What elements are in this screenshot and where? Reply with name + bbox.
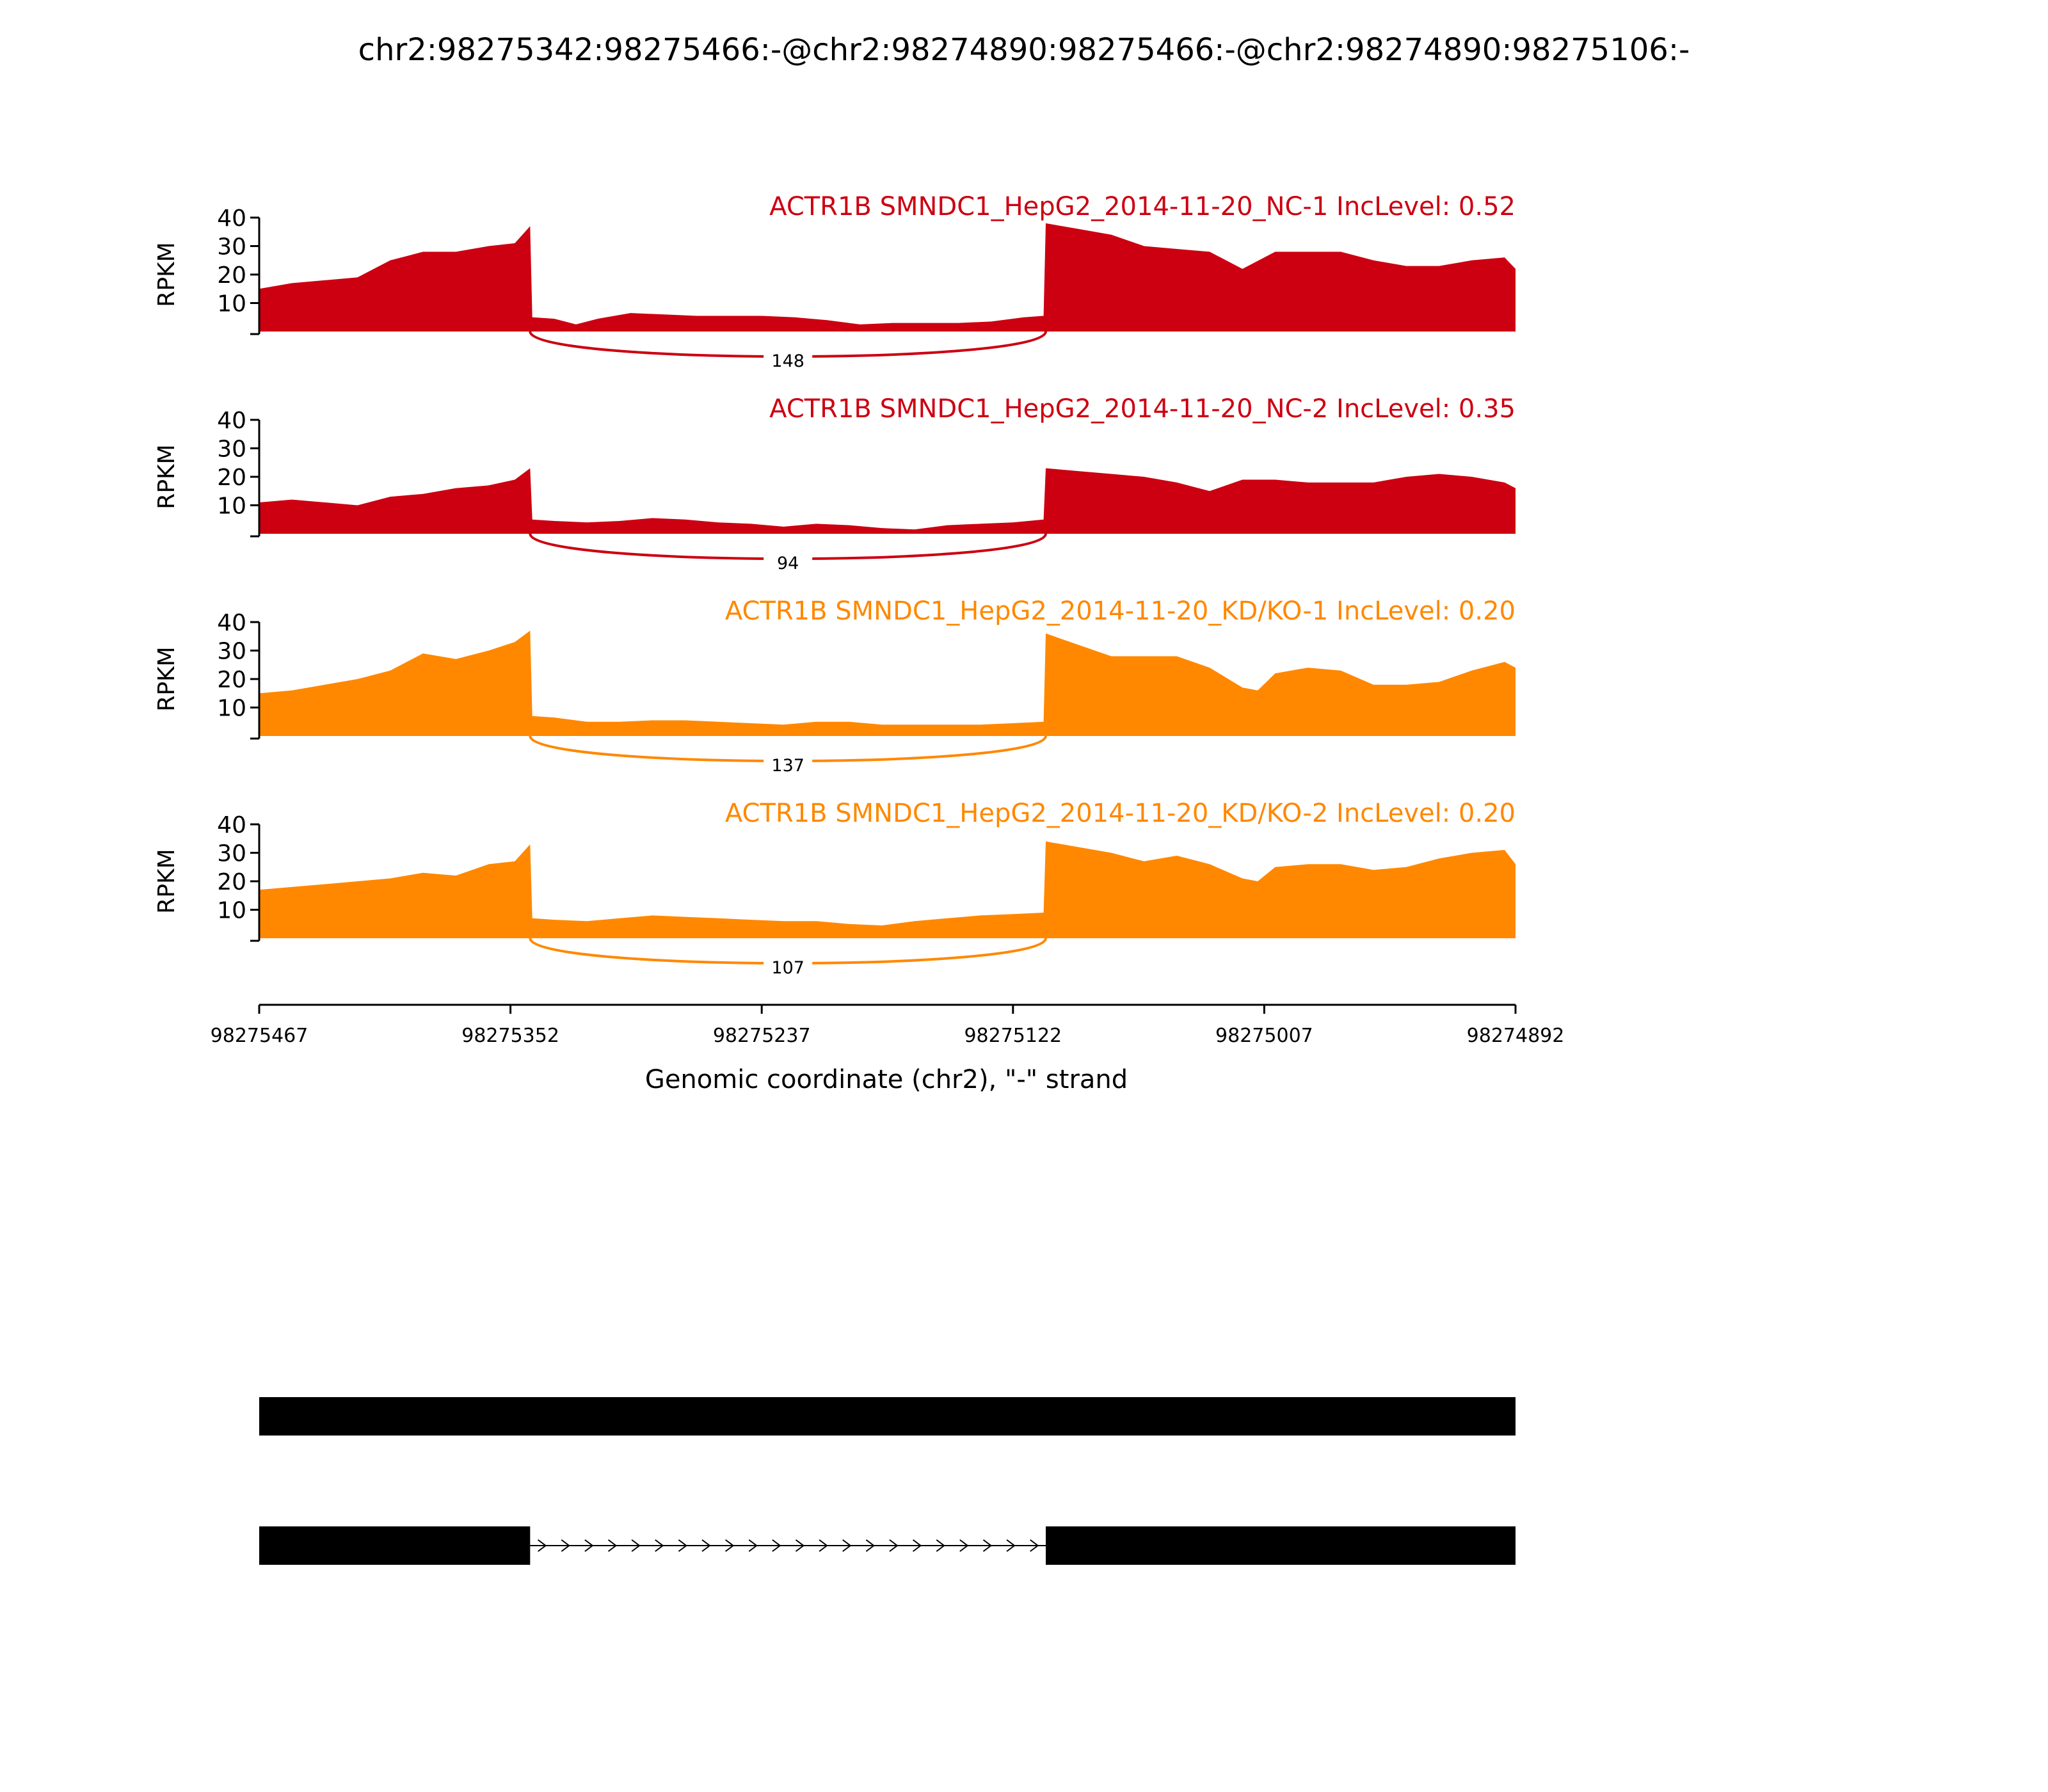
y-tick-label: 30 (217, 840, 246, 867)
y-tick-label: 20 (217, 869, 246, 895)
y-tick-label: 30 (217, 234, 246, 260)
junction-count: 107 (771, 958, 804, 978)
exon-block (259, 1526, 530, 1565)
junction-count: 137 (771, 756, 804, 776)
x-axis-label: Genomic coordinate (chr2), "-" strand (644, 1065, 1128, 1094)
exon-block (1046, 1526, 1516, 1565)
y-tick-label: 40 (217, 812, 246, 838)
y-tick-label: 10 (217, 291, 246, 317)
x-tick-label: 98274892 (1466, 1025, 1565, 1047)
y-axis-label: RPKM (154, 849, 180, 914)
junction-count: 94 (776, 554, 799, 573)
x-tick-label: 98275237 (712, 1025, 811, 1047)
y-tick-label: 20 (217, 667, 246, 693)
sample-label: ACTR1B SMNDC1_HepG2_2014-11-20_KD/KO-2 IncLevel: 0.20 (724, 799, 1516, 828)
y-tick-label: 30 (217, 436, 246, 463)
y-tick-label: 40 (217, 408, 246, 434)
y-tick-label: 40 (217, 205, 246, 232)
y-tick-label: 10 (217, 493, 246, 520)
isoform-track-1 (259, 1397, 1516, 1436)
sample-label: ACTR1B SMNDC1_HepG2_2014-11-20_KD/KO-1 IncLevel: 0.20 (724, 596, 1516, 626)
y-axis-label: RPKM (154, 646, 180, 712)
y-tick-label: 10 (217, 695, 246, 722)
y-tick-label: 30 (217, 638, 246, 665)
y-tick-label: 20 (217, 465, 246, 491)
junction-count: 148 (771, 351, 804, 371)
x-tick-label: 98275467 (210, 1025, 308, 1047)
figure-title: chr2:98275342:98275466:-@chr2:98274890:98275466:-@chr2:98274890:98275106:- (358, 32, 1690, 68)
x-tick-label: 98275122 (964, 1025, 1062, 1047)
y-tick-label: 20 (217, 262, 246, 289)
x-tick-label: 98275007 (1215, 1025, 1313, 1047)
y-axis-label: RPKM (154, 242, 180, 307)
sample-label: ACTR1B SMNDC1_HepG2_2014-11-20_NC-2 IncLevel: 0.35 (769, 394, 1516, 424)
exon-block (259, 1397, 1516, 1436)
x-tick-label: 98275352 (461, 1025, 559, 1047)
y-axis-label: RPKM (154, 444, 180, 509)
y-tick-label: 10 (217, 897, 246, 924)
y-tick-label: 40 (217, 610, 246, 636)
sample-label: ACTR1B SMNDC1_HepG2_2014-11-20_NC-1 IncLevel: 0.52 (769, 192, 1516, 221)
